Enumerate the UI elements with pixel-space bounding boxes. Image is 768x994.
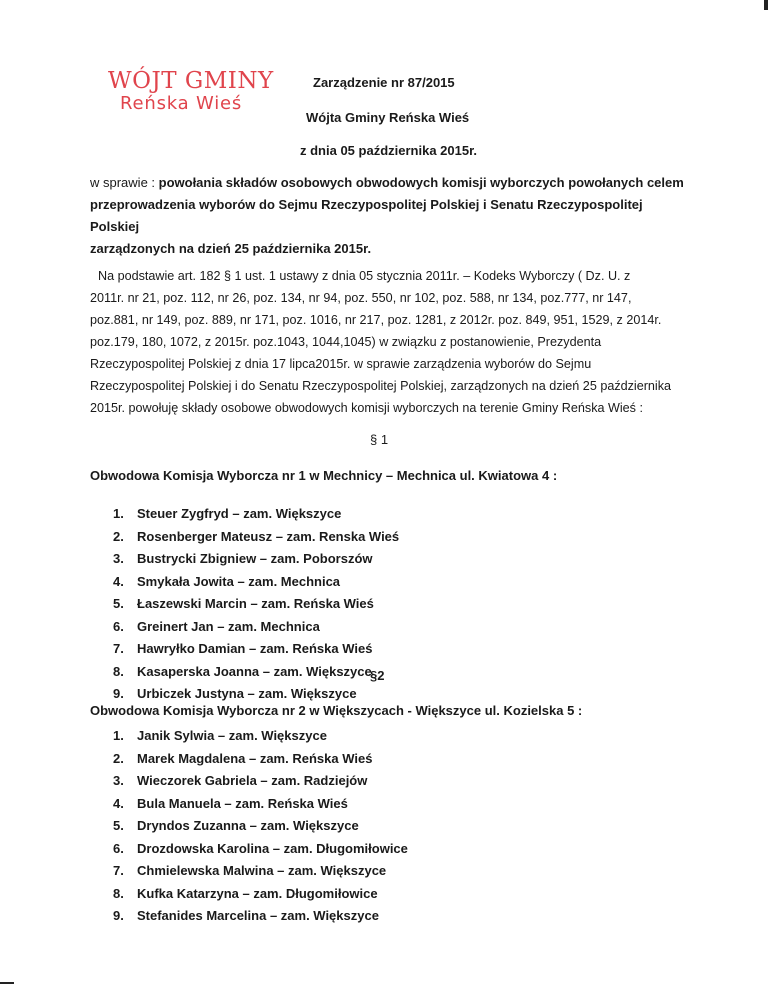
item-text: Łaszewski Marcin – zam. Reńska Wieś [137,596,374,611]
item-text: Rosenberger Mateusz – zam. Renska Wieś [137,528,400,544]
stamp-title: WÓJT GMINY [108,68,274,94]
item-number: 2. [113,750,124,766]
section-1-symbol: § 1 [370,432,389,447]
item-text: Bustrycki Zbigniew – zam. Poborszów [137,551,373,566]
body-line: poz.179, 180, 1072, z 2015r. poz.1043, 1044,1045) w związku z postanowienie, Prezydenta [90,335,602,349]
item-number: 3. [113,773,124,788]
scan-edge-mark [764,0,768,10]
subject-prefix: w sprawie : [90,175,159,190]
subject-block [90,172,690,260]
item-text: Drozdowska Karolina – zam. Długomiłowice [137,840,408,856]
list-item [113,638,399,661]
item-number: 8. [113,663,124,679]
item-text: Kasaperska Joanna – zam. Większyce [137,663,372,679]
list-item [113,815,408,838]
list-item [113,616,399,639]
item-number: 8. [113,885,124,901]
item-text: Marek Magdalena – zam. Reńska Wieś [137,750,373,766]
item-text: Chmielewska Malwina – zam. Większyce [137,863,387,878]
list-item [113,770,408,793]
document-title: Zarządzenie nr 87/2015 [313,75,455,90]
body-line: Rzeczypospolitej Polskiej i do Senatu Rzeczypospolitej Polskiej, zarządzonych na dzień 25 października [90,379,672,393]
subject-line-1 [90,172,690,194]
list-item [113,748,408,771]
subject-text-1: powołania składów osobowych obwodowych komisji wyborczych powołanych celem [158,175,684,190]
subject-line-3: zarządzonych na dzień 25 października 2015r. [90,241,372,256]
body-line: 2011r. nr 21, poz. 112, nr 26, poz. 134, nr 94, poz. 550, nr 102, poz. 588, nr 134, poz.777, nr 147, [90,291,632,305]
item-number: 4. [113,795,124,811]
item-text: Dryndos Zuzanna – zam. Większyce [137,818,359,833]
section-2-symbol: §2 [370,668,385,683]
item-text: Steuer Zygfryd – zam. Większyce [137,506,342,521]
list-item [113,571,399,594]
list-item [113,905,408,928]
list-item [113,526,399,549]
list-item [113,661,399,684]
item-text: Stefanides Marcelina – zam. Większyce [137,908,379,923]
list-item [113,838,408,861]
item-number: 9. [113,686,124,701]
item-number: 6. [113,840,124,856]
body-line: Na podstawie art. 182 § 1 ust. 1 ustawy z dnia 05 stycznia 2011r. – Kodeks Wyborczy ( Dz. U. z [98,269,631,283]
body-line: poz.881, nr 149, poz. 889, nr 171, poz. 1016, nr 217, poz. 1281, z 2012r. poz. 849, 951, 1529, z 2014r. [90,313,662,327]
list-item [113,548,399,571]
item-number: 5. [113,818,124,833]
item-text: Wieczorek Gabriela – zam. Radziejów [137,773,368,788]
section-2-member-list [113,725,408,928]
item-number: 1. [113,728,124,743]
list-item [113,593,399,616]
official-stamp [100,68,280,114]
item-number: 9. [113,908,124,923]
item-text: Bula Manuela – zam. Reńska Wieś [137,795,348,811]
section-1-member-list [113,503,399,706]
section-2-title: Obwodowa Komisja Wyborcza nr 2 w Większycach - Większyce ul. Kozielska 5 : [90,703,583,718]
document-date: z dnia 05 października 2015r. [300,143,478,158]
item-number: 7. [113,641,124,656]
item-number: 4. [113,573,124,589]
legal-basis-paragraph [90,265,690,419]
item-number: 7. [113,863,124,878]
item-number: 2. [113,528,124,544]
list-item [113,503,399,526]
item-number: 6. [113,618,124,634]
list-item [113,725,408,748]
scan-edge-mark [0,982,14,984]
subject-line-2: przeprowadzenia wyborów do Sejmu Rzeczypospolitej Polskiej i Senatu Rzeczypospolitej Polskiej [90,197,643,234]
stamp-municipality: Reńska Wieś [120,93,243,114]
item-text: Smykała Jowita – zam. Mechnica [137,573,341,589]
list-item [113,793,408,816]
item-text: Urbiczek Justyna – zam. Większyce [137,686,357,701]
item-text: Kufka Katarzyna – zam. Długomiłowice [137,885,378,901]
document-issuer: Wójta Gminy Reńska Wieś [306,110,470,125]
list-item [113,860,408,883]
item-text: Janik Sylwia – zam. Większyce [137,728,327,743]
item-number: 5. [113,596,124,611]
item-number: 1. [113,506,124,521]
body-line: 2015r. powołuję składy osobowe obwodowych komisji wyborczych na terenie Gminy Reńska Wieś : [90,401,643,415]
body-line: Rzeczypospolitej Polskiej z dnia 17 lipca2015r. w sprawie zarządzenia wyborów do Sejmu [90,357,592,371]
list-item [113,883,408,906]
item-text: Greinert Jan – zam. Mechnica [137,618,320,634]
section-1-title: Obwodowa Komisja Wyborcza nr 1 w Mechnicy – Mechnica ul. Kwiatowa 4 : [90,468,558,483]
item-text: Hawryłko Damian – zam. Reńska Wieś [137,641,373,656]
item-number: 3. [113,551,124,566]
